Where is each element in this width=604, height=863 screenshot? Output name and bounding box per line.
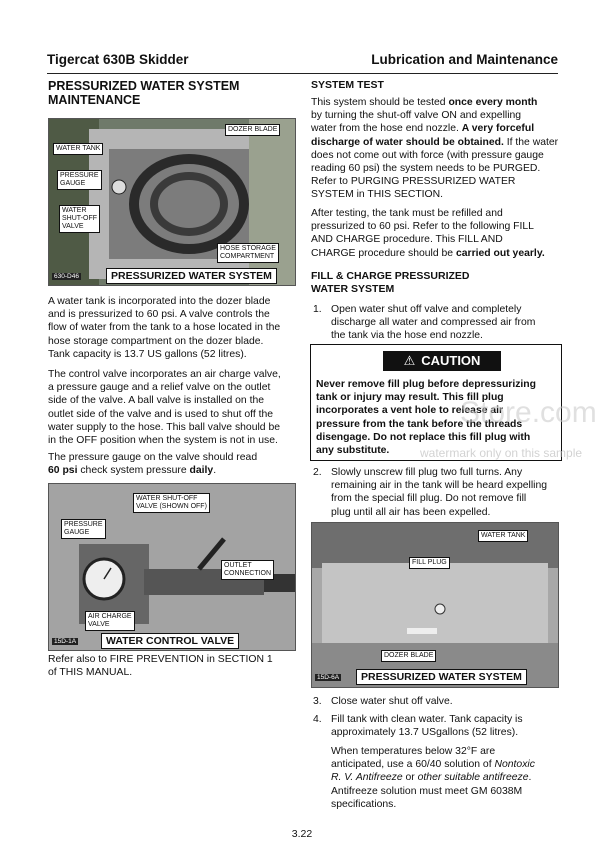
figure-illustration [312, 523, 558, 687]
step-4: 4. Fill tank with clean water. Tank capacity is approximately 13.7 USgallons (52 litres). [313, 714, 523, 739]
figure-water-control-valve-photo [48, 483, 296, 651]
paragraph-pressure-gauge: The pressure gauge on the valve should read 60 psi check system pressure daily. [48, 452, 258, 477]
caution-box: ⚠ CAUTION Never remove fill plug before depressurizing tank or injury may result. This fill plug incorporates a vent hole to release air pressure from the tank before the threads disengage. Do not replace this fill plug with any substitute. [310, 344, 562, 461]
figure-pressurized-water-system-tank-photo [311, 522, 559, 688]
paragraph-intro: A water tank is incorporated into the dozer blade and is pressurized to 60 psi. A valve controls the flow of water from the tank to a hose located in the hose storage compartment on the dozer blade. Tank capacity is 13.7 US gallons (52 litres). [48, 296, 281, 360]
label-water-shutoff-valve: WATER SHUT-OFF VALVE (SHOWN OFF) [133, 493, 210, 513]
paragraph-refer-fire-prevention: Refer also to FIRE PREVENTION in SECTION 1 of THIS MANUAL. [48, 654, 273, 679]
section-title-system-test: SYSTEM TEST [311, 79, 384, 91]
figure-code: 630-D46 [54, 273, 79, 280]
watermark-large: Store.com [460, 396, 597, 429]
step-1: 1. Open water shut off valve and completely discharge all water and compressed air from the tank via the hose end nozzle. [313, 304, 536, 342]
page-number: 3.22 [291, 828, 313, 840]
label-pressure-gauge: PRESSURE GAUGE [61, 519, 106, 539]
paragraph-after-testing: After testing, the tank must be refilled and pressurized to 60 psi. Refer to the following FILL AND CHARGE procedure. This FILL AND CHARGE procedure should be carried out yearly. [311, 208, 545, 259]
label-water-tank: WATER TANK [53, 143, 103, 155]
caution-header: ⚠ CAUTION [383, 351, 501, 371]
step-3: 3. Close water shut off valve. [313, 696, 453, 707]
figure-caption: WATER CONTROL VALVE [101, 633, 239, 649]
figure-pressurized-water-system-photo [48, 118, 296, 286]
figure-caption: PRESSURIZED WATER SYSTEM [106, 268, 277, 284]
figure-code: 15D-1A [54, 638, 77, 645]
label-outlet-connection: OUTLET CONNECTION [221, 560, 274, 580]
label-hose-storage-compartment: HOSE STORAGE COMPARTMENT [217, 243, 279, 263]
step-2: 2. Slowly unscrew fill plug two full turns. Any remaining air in the tank will be heard expelling from the special fill plug. Do not remove fill plug until all air has been expelled. [313, 467, 548, 518]
label-dozer-blade: DOZER BLADE [381, 650, 436, 662]
paragraph-antifreeze: When temperatures below 32°F are anticipated, use a 60/40 solution of Nontoxic R. V. Antifreeze or other suitable antifreeze. Antifreeze solution must meet GM 6038M specifications. [331, 746, 535, 810]
figure-code: 15D-6A [317, 674, 340, 681]
label-air-charge-valve: AIR CHARGE VALVE [85, 611, 135, 631]
paragraph-system-test: This system should be tested once every month by turning the shut-off valve ON and expelling water from the hose end nozzle. A very forceful discharge of water should be obtained. If the water does not come out with force (with pressure gauge reading 60 psi) the system needs to be PURGED. Refer to PURGING PRESSURIZED WATER SYSTEM in THIS SECTION. [311, 97, 559, 201]
label-water-tank: WATER TANK [478, 530, 528, 542]
figure-caption: PRESSURIZED WATER SYSTEM [356, 669, 527, 685]
section-title: PRESSURIZED WATER SYSTEM MAINTENANCE [48, 79, 240, 107]
doc-header-left: Tigercat 630B Skidder [47, 52, 189, 67]
label-fill-plug: FILL PLUG [409, 557, 450, 569]
label-water-shutoff-valve: WATER SHUT-OFF VALVE [59, 205, 100, 233]
doc-header-right: Lubrication and Maintenance [371, 52, 558, 67]
watermark-small: watermark only on this sample [420, 446, 583, 460]
label-pressure-gauge: PRESSURE GAUGE [57, 170, 102, 190]
header-rule [47, 73, 558, 74]
section-title-fill-charge: FILL & CHARGE PRESSURIZED WATER SYSTEM [311, 270, 470, 295]
paragraph-control-valve: The control valve incorporates an air charge valve, a pressure gauge and a relief valve on the outlet side of the valve. A ball valve is installed on the outlet side of the valve and is used to shut off the water supply to the hose. This ball valve should be in the OFF position when the system is not in use. [48, 369, 281, 447]
label-dozer-blade: DOZER BLADE [225, 124, 280, 136]
warning-triangle-icon: ⚠ [403, 353, 416, 368]
